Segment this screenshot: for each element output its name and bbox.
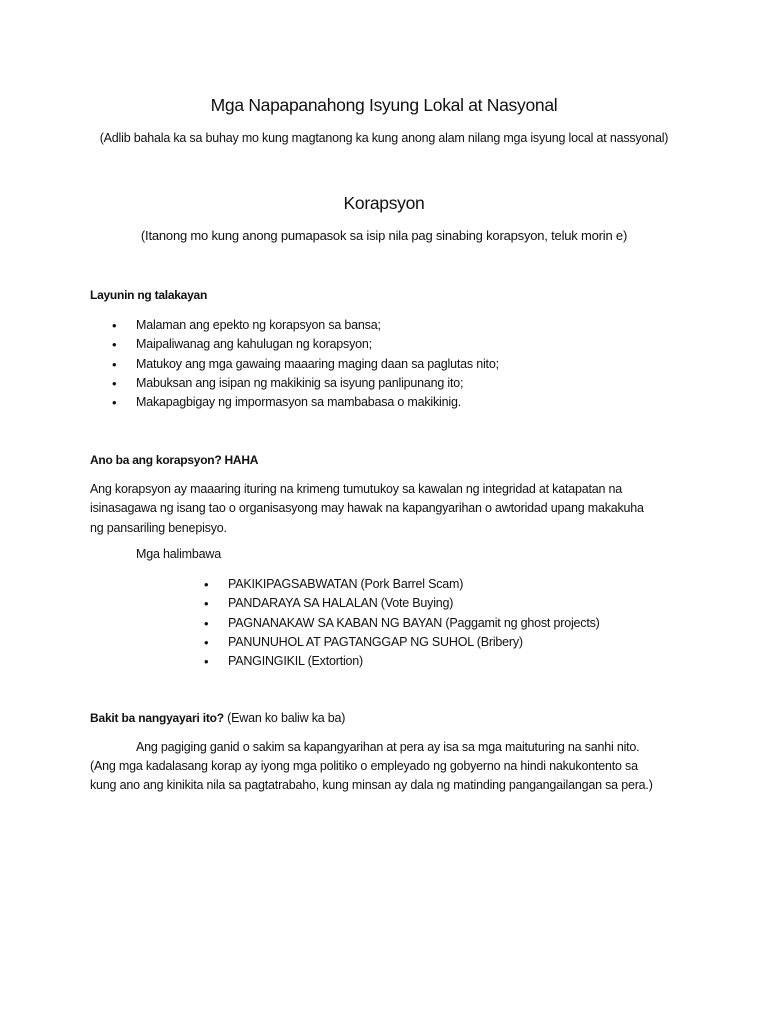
list-item: • Mabuksan ang isipan ng makikinig sa isyung panlipunang ito; [136,374,499,393]
why-paragraph-line: (Ang mga kadalasang korap ay iyong mga politiko o empleyado ng gobyerno na hindi nakukontento sa [90,759,638,773]
bullet-icon: • [204,596,209,612]
examples-list [204,575,600,671]
document-title: Mga Napapanahong Isyung Lokal at Nasyonal [210,95,558,115]
list-item: • PANDARAYA SA HALALAN (Vote Buying) [228,594,600,613]
list-item: • PAKIKIPAGSABWATAN (Pork Barrel Scam) [228,575,600,594]
paragraph-line: ng pansariling benepisyo. [90,520,227,535]
bullet-icon: • [204,634,209,650]
definition-heading: Ano ba ang korapsyon? HAHA [90,453,259,467]
why-heading-bold: Bakit ba nangyayari ito? [90,711,224,725]
title-note: (Adlib bahala ka sa buhay mo kung magtanong ka kung anong alam nilang mga isyung local at nassyonal) [99,131,669,145]
examples-label: Mga halimbawa [136,547,221,561]
why-heading [90,711,345,725]
objectives-list [112,316,499,412]
list-item: • Maipaliwanag ang kahulugan ng korapsyon; [136,335,499,354]
list-item: • Matukoy ang mga gawaing maaaring maging daan sa paglutas nito; [136,355,499,374]
list-item: • PAGNANAKAW SA KABAN NG BAYAN (Paggamit ng ghost projects) [228,614,600,633]
why-paragraph-line: kung ano ang kinikita nila sa pagtatrabaho, kung minsan ay dala ng matinding pangangailangan sa pera.) [90,778,653,792]
list-item: • PANUNUHOL AT PAGTANGGAP NG SUHOL (Bribery) [228,633,600,652]
list-item: • Malaman ang epekto ng korapsyon sa bansa; [136,316,499,335]
objectives-heading: Layunin ng talakayan [90,288,208,302]
bullet-icon: • [112,318,117,333]
list-item: • PANGINGIKIL (Extortion) [228,652,600,671]
paragraph-line: Ang korapsyon ay maaaring ituring na krimeng tumutukoy sa kawalan ng integridad at katapatan na [90,482,623,496]
paragraph-line: isinasagawa ng isang tao o organisasyong may hawak na kapangyarihan o awtoridad upang makakuha [90,501,644,516]
section-heading: Korapsyon [343,193,425,213]
bullet-icon: • [112,337,117,353]
bullet-icon: • [204,654,209,670]
why-paragraph-line: Ang pagiging ganid o sakim sa kapangyarihan at pera ay isa sa mga maituturing na sanhi nito. [136,740,640,754]
bullet-icon: • [112,395,117,411]
section-note: (Itanong mo kung anong pumapasok sa isip nila pag sinabing korapsyon, teluk morin e) [140,228,628,243]
list-item: • Makapagbigay ng impormasyon sa mambabasa o makikinig. [136,393,499,412]
bullet-icon: • [204,577,209,592]
bullet-icon: • [112,375,117,391]
definition-paragraph [90,480,690,538]
bullet-icon: • [204,615,209,631]
why-heading-aside: (Ewan ko baliw ka ba) [223,711,346,725]
bullet-icon: • [112,356,117,372]
